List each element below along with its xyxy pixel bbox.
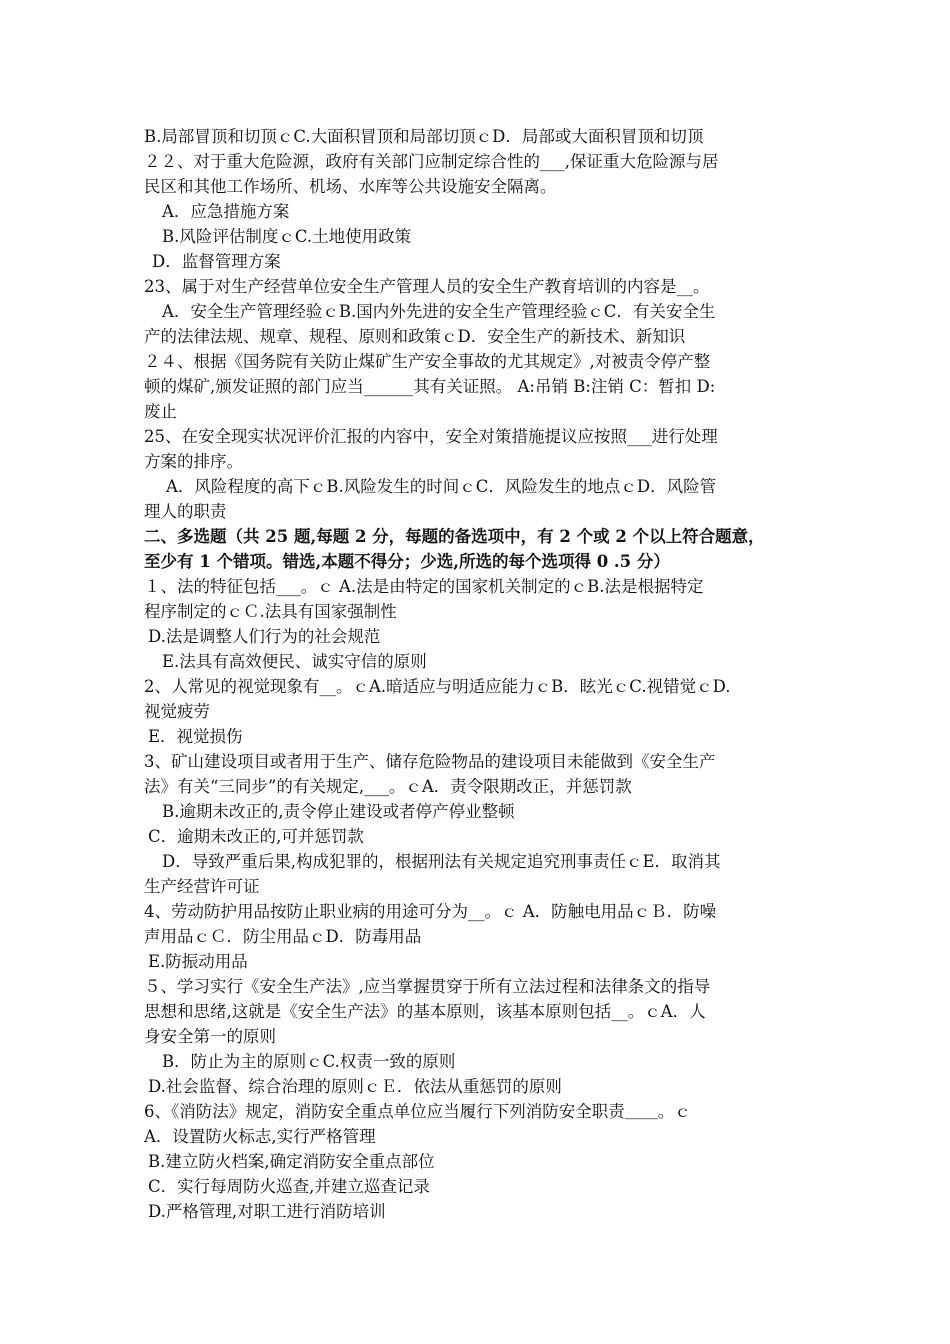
text-line: 6、《消防法》规定，消防安全重点单位应当履行下列消防安全职责＿＿。ｃ	[144, 1102, 691, 1121]
text-line: B.逾期未改正的,责令停止建设或者停产停业整顿	[162, 802, 515, 821]
text-line: B.建立防火档案,确定消防安全重点部位	[148, 1152, 435, 1171]
text-line: 程序制定的ｃＣ.法具有国家强制性	[144, 602, 397, 621]
text-line: 产的法律法规、规章、规程、原则和政策ｃD．安全生产的新技术、新知识	[144, 327, 686, 346]
text-line: E.法具有高效便民、诚实守信的原则	[162, 652, 427, 671]
text-line: 4、劳动防护用品按防止职业病的用途可分为__。ｃ A．防触电用品ｃＢ．防噪	[144, 902, 717, 921]
text-line: 视觉疲劳	[144, 702, 210, 721]
text-line: D.严格管理,对职工进行消防培训	[148, 1202, 386, 1221]
text-line: B.局部冒顶和切顶ｃC.大面积冒顶和局部切顶ｃD．局部或大面积冒顶和切顶	[144, 127, 704, 146]
text-line: ２４、根据《国务院有关防止煤矿生产安全事故的尤其规定》,对被责令停产整	[144, 352, 711, 371]
text-line: 废止	[144, 402, 177, 421]
text-line: B.风险评估制度ｃC.土地使用政策	[162, 227, 412, 246]
text-line: A．应急措施方案	[162, 202, 290, 221]
text-line: 2、人常见的视觉现象有__。ｃA.暗适应与明适应能力ｃB．眩光ｃC.视错觉ｃD.	[144, 677, 731, 696]
text-line: 25、在安全现实状况评价汇报的内容中，安全对策措施提议应按照___进行处理	[144, 427, 718, 446]
text-line: 理人的职责	[144, 502, 227, 521]
text-line: D．导致严重后果,构成犯罪的，根据刑法有关规定追究刑事责任ｃE．取消其	[162, 852, 721, 871]
text-line: 方案的排序。	[144, 452, 243, 471]
text-line: D.法是调整人们行为的社会规范	[148, 627, 381, 646]
text-line: C．实行每周防火巡查,并建立巡查记录	[148, 1177, 430, 1196]
text-line: 身安全第一的原则	[144, 1027, 276, 1046]
text-line: ２２、对于重大危险源，政府有关部门应制定综合性的___,保证重大危险源与居	[144, 152, 719, 171]
text-line: B．防止为主的原则ｃC.权责一致的原则	[162, 1052, 456, 1071]
text-line: A．安全生产管理经验ｃB.国内外先进的安全生产管理经验ｃC．有关安全生	[162, 302, 716, 321]
text-line: E．视觉损伤	[148, 727, 243, 746]
text-line: 顿的煤矿,颁发证照的部门应当______其有关证照。 A:吊销 B:注销 C：暂扣 D:	[144, 377, 716, 396]
text-line: 思想和思绪,这就是《安全生产法》的基本原则，该基本原则包括__。ｃA．人	[144, 1002, 706, 1021]
section-heading-line: 二、多选题（共 25 题,每题 2 分，每题的备选项中，有 2 个或 2 个以上符合题意，	[144, 527, 765, 546]
text-line: A．设置防火标志,实行严格管理	[144, 1127, 376, 1146]
text-line: 3、矿山建设项目或者用于生产、储存危险物品的建设项目未能做到《安全生产	[144, 752, 716, 771]
section-heading-line: 至少有 1 个错项。错选,本题不得分；少选,所选的每个选项得 0 .5 分）	[144, 552, 670, 571]
text-line: １、法的特征包括___。ｃ A.法是由特定的国家机关制定的ｃB.法是根据特定	[144, 577, 704, 596]
text-line: D.社会监督、综合治理的原则ｃＥ．依法从重惩罚的原则	[148, 1077, 562, 1096]
text-line: D．监督管理方案	[152, 252, 281, 271]
text-line: 法》有关“三同步”的有关规定,___。ｃA．责令限期改正，并惩罚款	[144, 777, 632, 796]
text-line: 民区和其他工作场所、机场、水库等公共设施安全隔离。	[144, 177, 557, 196]
text-line: 23、属于对生产经营单位安全生产管理人员的安全生产教育培训的内容是__。	[144, 277, 710, 296]
text-line: 生产经营许可证	[144, 877, 260, 896]
text-line: C．逾期未改正的,可并惩罚款	[148, 827, 364, 846]
text-line: E.防振动用品	[148, 952, 248, 971]
text-line: A．风险程度的高下ｃB.风险发生的时间ｃC．风险发生的地点ｃD．风险管	[166, 477, 717, 496]
document-page	[144, 124, 812, 1224]
text-line: 声用品ｃＣ．防尘用品ｃD．防毒用品	[144, 927, 422, 946]
text-line: ５、学习实行《安全生产法》,应当掌握贯穿于所有立法过程和法律条文的指导	[144, 977, 711, 996]
